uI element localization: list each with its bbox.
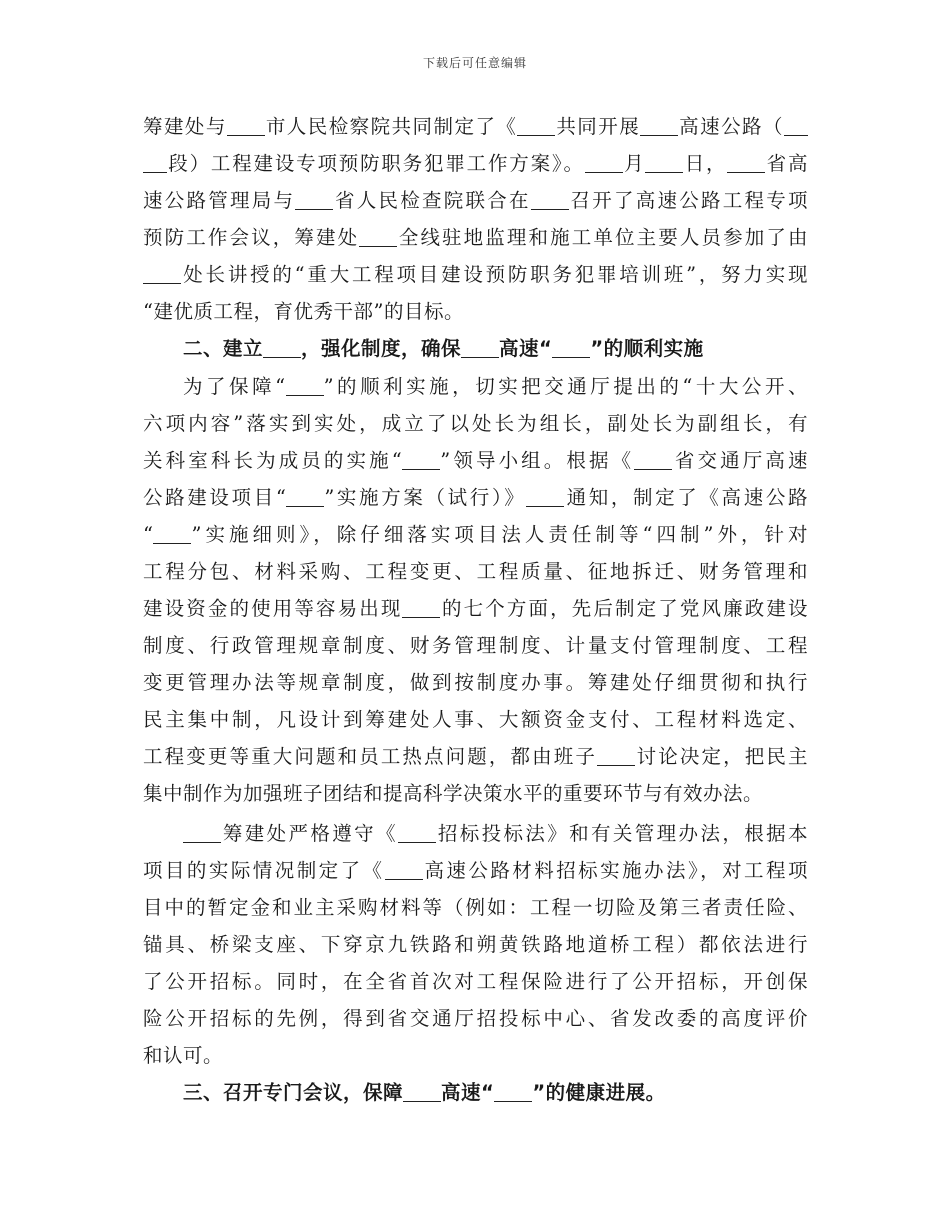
text-line: 工程变更等重大问题和员工热点问题，都由班子 讨论决定，把民主 — [143, 745, 808, 768]
blank — [517, 116, 555, 137]
document-body — [143, 108, 808, 1112]
text-line: 六项内容”落实到实处，成立了以处长为组长，副处长为副组长，有 — [143, 412, 808, 435]
text-line: “建优质工程，育优秀干部”的目标。 — [143, 300, 464, 323]
blank — [640, 116, 678, 137]
blank — [385, 860, 423, 881]
text-line: 关科室科长为成员的实施“ ”领导小组。根据《 省交通厅高速 — [143, 449, 808, 472]
blank — [359, 227, 397, 248]
blank — [143, 264, 181, 285]
blank — [784, 116, 808, 137]
blank — [645, 153, 683, 174]
blank — [153, 524, 191, 545]
text-line: 处长讲授的“重大工程项目建设预防职务犯罪培训班”，努力实现 — [143, 256, 808, 293]
text-line: 了公开招标。同时，在全省首次对工程保险进行了公开招标，开创保 — [143, 970, 808, 993]
blank — [531, 190, 569, 211]
text-line: 工程分包、材料采购、工程变更、工程质量、征地拆迁、财务管理和 — [143, 560, 808, 583]
blank — [402, 598, 440, 619]
section-heading-3: 三、召开专门会议，保障 高速“ ”的健康进展。 — [183, 1081, 666, 1104]
blank — [227, 116, 265, 137]
text-line: 为了保障“ ”的顺利实施，切实把交通厅提出的“十大公开、 — [183, 375, 808, 398]
text-line: 险公开招标的先例，得到省交通厅招投标中心、省发改委的高度评价 — [143, 1007, 808, 1030]
section-heading-2: 二、建立 ，强化制度，确保 高速“ ”的顺利实施 — [183, 337, 704, 360]
blank — [597, 746, 635, 767]
text-line: 和认可。 — [143, 1044, 224, 1067]
blank — [403, 1082, 441, 1103]
blank — [461, 338, 499, 359]
blank — [552, 338, 590, 359]
blank — [286, 376, 324, 397]
text-line: 锚具、桥梁支座、下穿京九铁路和朔黄铁路地道桥工程）都依法进行 — [143, 933, 808, 956]
blank — [494, 1082, 532, 1103]
blank — [585, 153, 623, 174]
text-line: 项目的实际情况制定了《 高速公路材料招标实施办法》，对工程项 — [143, 859, 808, 882]
blank — [634, 450, 672, 471]
blank — [727, 153, 765, 174]
text-line: “ ”实施细则》，除仔细落实项目法人责任制等“四制”外，针对 — [143, 523, 808, 546]
blank — [402, 450, 440, 471]
blank — [286, 487, 324, 508]
text-line: 目中的暂定金和业主采购材料等（例如：工程一切险及第三者责任险、 — [143, 896, 808, 919]
text-line: 筹建处与 市人民检察院共同制定了《 共同开展 高速公路（ — [143, 108, 808, 145]
text-line: 公路建设项目“ ”实施方案（试行）》 通知，制定了《高速公路 — [143, 486, 808, 509]
blank — [263, 338, 301, 359]
page-header: 下载后可任意编辑 — [422, 56, 527, 70]
text-line: 建设资金的使用等容易出现 的七个方面，先后制定了党风廉政建设 — [143, 597, 808, 620]
text-line: 民主集中制，凡设计到筹建处人事、大额资金支付、工程材料选定、 — [143, 708, 808, 731]
text-line: 集中制作为加强班子团结和提高科学决策水平的重要环节与有效办法。 — [143, 782, 764, 805]
text-line: 段）工程建设专项预防职务犯罪工作方案》。 月 日， 省高 — [143, 145, 808, 182]
text-line: 速公路管理局与 省人民检查院联合在 召开了高速公路工程专项 — [143, 189, 808, 212]
blank — [143, 153, 167, 174]
text-line: 预防工作会议，筹建处 全线驻地监理和施工单位主要人员参加了由 — [143, 226, 808, 249]
text-line: 变更管理办法等规章制度，做到按制度办事。筹建处仔细贯彻和执行 — [143, 671, 808, 694]
blank — [295, 190, 333, 211]
blank — [526, 487, 564, 508]
text-line: 制度、行政管理规章制度、财务管理制度、计量支付管理制度、工程 — [143, 634, 808, 657]
blank — [398, 823, 436, 844]
blank — [183, 823, 221, 844]
text-line: 筹建处严格遵守《 招标投标法》和有关管理办法，根据本 — [143, 815, 808, 852]
